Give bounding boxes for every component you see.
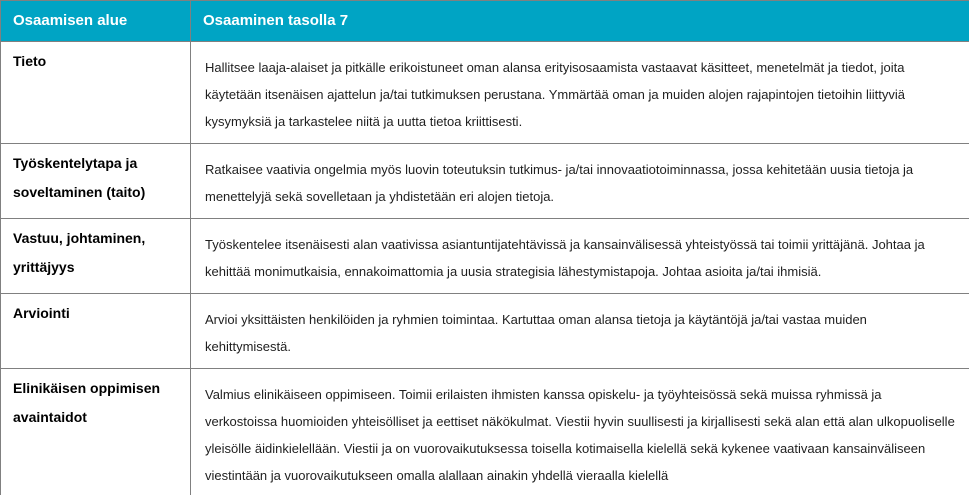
row-description: Hallitsee laaja-alaiset ja pitkälle erikoistuneet oman alansa erityisosaamista vastaavat käsitteet, menetelmät ja tiedot, joita käytetään itsenäisen ajattelun ja/tai tutkimuksen perustana. Ymmärtää oman ja muiden alojen rajapintojen tietoihin liittyviä kysymyksiä ja tarkastelee niitä ja uutta tietoa kriittisesti.: [191, 42, 969, 144]
column-header-area: Osaamisen alue: [1, 1, 191, 42]
row-area-label: Arviointi: [1, 294, 191, 369]
column-header-level7: Osaaminen tasolla 7: [191, 1, 969, 42]
row-area-label: Tieto: [1, 42, 191, 144]
table-row-arviointi: [1, 294, 969, 369]
table-header-row: [1, 1, 969, 42]
row-area-label: Vastuu, johtaminen, yrittäjyys: [1, 219, 191, 294]
row-description: Arvioi yksittäisten henkilöiden ja ryhmien toimintaa. Kartuttaa oman alansa tietoja ja käytäntöjä ja/tai vastaa muiden kehittymisestä.: [191, 294, 969, 369]
table-row-tieto: [1, 42, 969, 144]
row-description: Työskentelee itsenäisesti alan vaativissa asiantuntijatehtävissä ja kansainvälisessä yhteistyössä tai toimii yrittäjänä. Johtaa ja kehittää monimutkaisia, ennakoimattomia ja uusia strategisia lähestymistapoja. Johtaa asioita ja/tai ihmisiä.: [191, 219, 969, 294]
row-area-label: Elinikäisen oppimisen avaintaidot: [1, 369, 191, 495]
table-row-elinikainen-oppiminen: [1, 369, 969, 495]
table-row-tyoskentelytapa: [1, 144, 969, 219]
row-description: Ratkaisee vaativia ongelmia myös luovin toteutuksin tutkimus- ja/tai innovaatiotoiminnassa, jossa kehitetään uusia tietoja ja menettelyjä sekä sovelletaan ja yhdistetään eri alojen tietoja.: [191, 144, 969, 219]
table-row-vastuu: [1, 219, 969, 294]
row-area-label: Työskentelytapa ja soveltaminen (taito): [1, 144, 191, 219]
row-description: Valmius elinikäiseen oppimiseen. Toimii erilaisten ihmisten kanssa opiskelu- ja työyhteisössä sekä muissa ryhmissä ja verkostoissa huomioiden yhteisölliset ja eettiset näkökulmat. Viestii hyvin suullisesti ja kirjallisesti sekä alan että alan ulkopuoliselle yleisölle äidinkielellään. Viestii ja on vuorovaikutuksessa toisella kotimaisella kielellä sekä kykenee vaativaan kansainväliseen viestintään ja vuorovaikutukseen omalla alallaan ainakin yhdellä vieraalla kielellä: [191, 369, 969, 495]
